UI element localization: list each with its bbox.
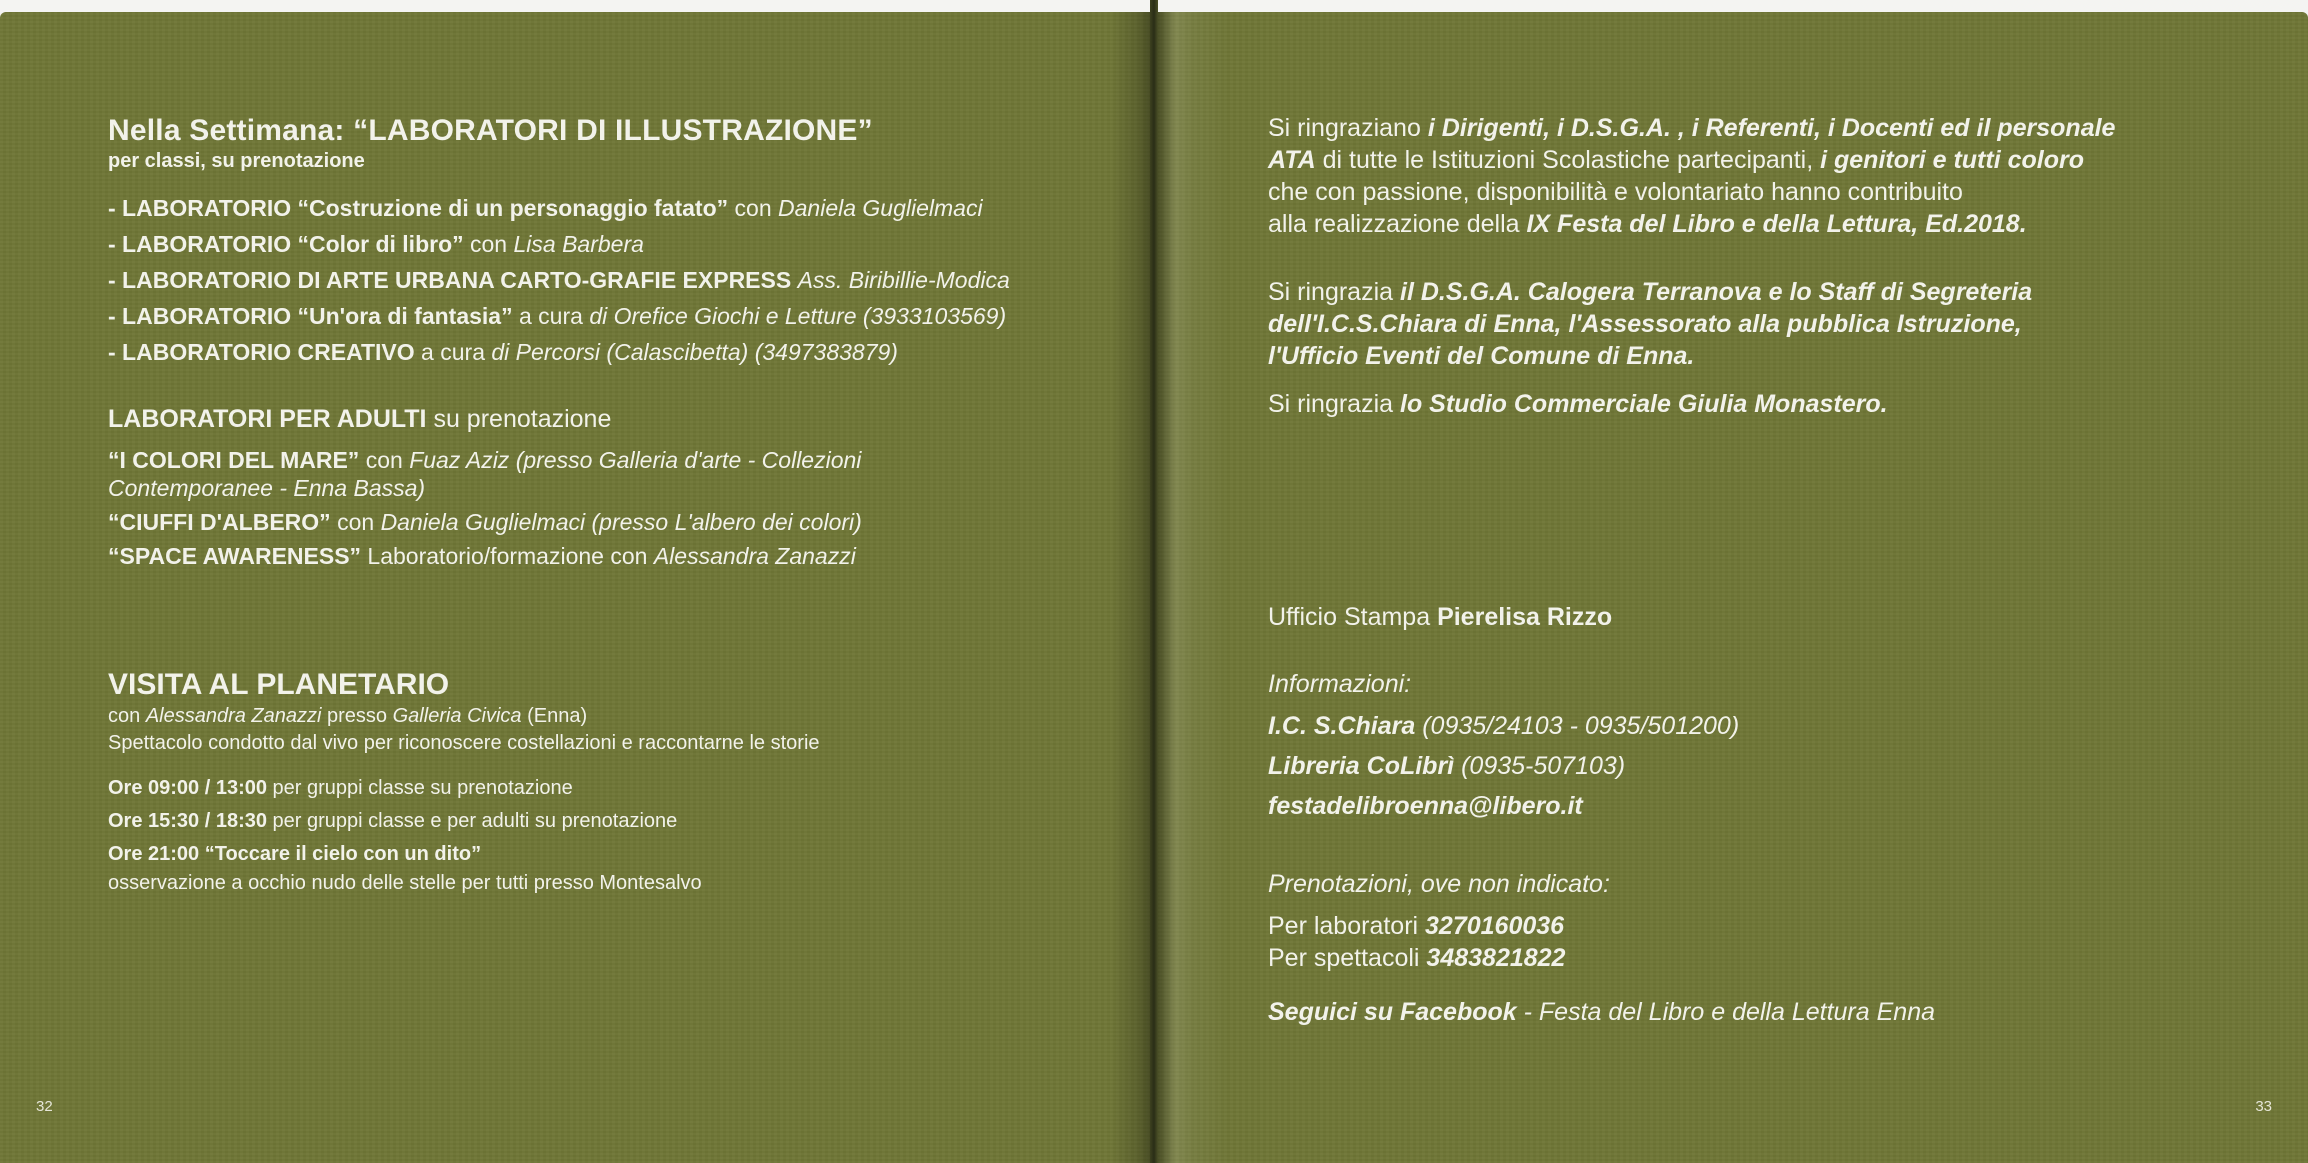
lab-item: - LABORATORIO DI ARTE URBANA CARTO-GRAFIE EXPRESS Ass. Biribillie-Modica	[108, 267, 1010, 293]
lab-item: - LABORATORIO “Color di libro” con Lisa Barbera	[108, 231, 644, 257]
contact-line: I.C. S.Chiara (0935/24103 - 0935/501200)	[1268, 712, 1740, 740]
section-title-adulti: LABORATORI PER ADULTI su prenotazione	[108, 405, 612, 433]
phone-line: Per spettacoli 3483821822	[1268, 944, 1566, 972]
planetario-time: Ore 21:00 “Toccare il cielo con un dito”	[108, 843, 482, 865]
planetario-info: con Alessandra Zanazzi presso Galleria Civica (Enna)	[108, 705, 588, 727]
planetario-description: Spettacolo condotto dal vivo per riconoscere costellazioni e raccontarne le storie	[108, 732, 820, 754]
thanks-line: Si ringraziano i Dirigenti, i D.S.G.A. , i Referenti, i Docenti ed il personale	[1268, 114, 2116, 142]
phone-line: Per laboratori 3270160036	[1268, 912, 1565, 940]
thanks-line: Si ringrazia il D.S.G.A. Calogera Terranova e lo Staff di Segreteria	[1268, 278, 2033, 306]
lab-item: - LABORATORIO “Un'ora di fantasia” a cura di Orefice Giochi e Letture (3933103569)	[108, 303, 1007, 329]
left-page	[0, 12, 1150, 1163]
adult-lab-item: “SPACE AWARENESS” Laboratorio/formazione con Alessandra Zanazzi	[108, 543, 856, 569]
planetario-time: Ore 09:00 / 13:00 per gruppi classe su prenotazione	[108, 777, 573, 799]
prenotazioni-title: Prenotazioni, ove non indicato:	[1268, 870, 1610, 898]
planetario-time: Ore 15:30 / 18:30 per gruppi classe e per adulti su prenotazione	[108, 810, 678, 832]
book-gutter	[1150, 0, 1158, 1163]
spine-shadow	[1110, 12, 1150, 1163]
lab-item: - LABORATORIO “Costruzione di un personaggio fatato” con Daniela Guglielmaci	[108, 195, 983, 221]
thanks-line: dell'I.C.S.Chiara di Enna, l'Assessorato alla pubblica Istruzione,	[1268, 310, 2022, 338]
section-subtitle: per classi, su prenotazione	[108, 150, 365, 172]
thanks-line: che con passione, disponibilità e volontariato hanno contribuito	[1268, 178, 1963, 206]
email-link[interactable]: festadelibroenna@libero.it	[1268, 792, 1583, 820]
section-title-illustrazione: Nella Settimana: “LABORATORI DI ILLUSTRAZIONE”	[108, 114, 873, 147]
adult-lab-item: “I COLORI DEL MARE” con Fuaz Aziz (presso Galleria d'arte - Collezioni	[108, 447, 862, 473]
page-number: 33	[2255, 1098, 2272, 1115]
thanks-line: l'Ufficio Eventi del Comune di Enna.	[1268, 342, 1695, 370]
thanks-line: alla realizzazione della IX Festa del Libro e della Lettura, Ed.2018.	[1268, 210, 2027, 238]
adult-lab-item-cont: Contemporanee - Enna Bassa)	[108, 475, 426, 501]
informazioni-title: Informazioni:	[1268, 670, 1412, 698]
thanks-line: Si ringrazia lo Studio Commerciale Giulia Monastero.	[1268, 390, 1888, 418]
contact-line: Libreria CoLibrì (0935-507103)	[1268, 752, 1626, 780]
facebook-line: Seguici su Facebook - Festa del Libro e della Lettura Enna	[1268, 998, 1935, 1026]
page-number: 32	[36, 1098, 53, 1115]
adult-lab-item: “CIUFFI D'ALBERO” con Daniela Guglielmaci (presso L'albero dei colori)	[108, 509, 862, 535]
spine-highlight	[1158, 12, 1228, 1163]
planetario-note: osservazione a occhio nudo delle stelle per tutti presso Montesalvo	[108, 872, 702, 894]
lab-item: - LABORATORIO CREATIVO a cura di Percorsi (Calascibetta) (3497383879)	[108, 339, 898, 365]
section-title-planetario: VISITA AL PLANETARIO	[108, 668, 450, 701]
thanks-line: ATA di tutte le Istituzioni Scolastiche partecipanti, i genitori e tutti coloro	[1268, 146, 2084, 174]
ufficio-stampa: Ufficio Stampa Pierelisa Rizzo	[1268, 603, 1613, 631]
right-page	[1158, 12, 2308, 1163]
